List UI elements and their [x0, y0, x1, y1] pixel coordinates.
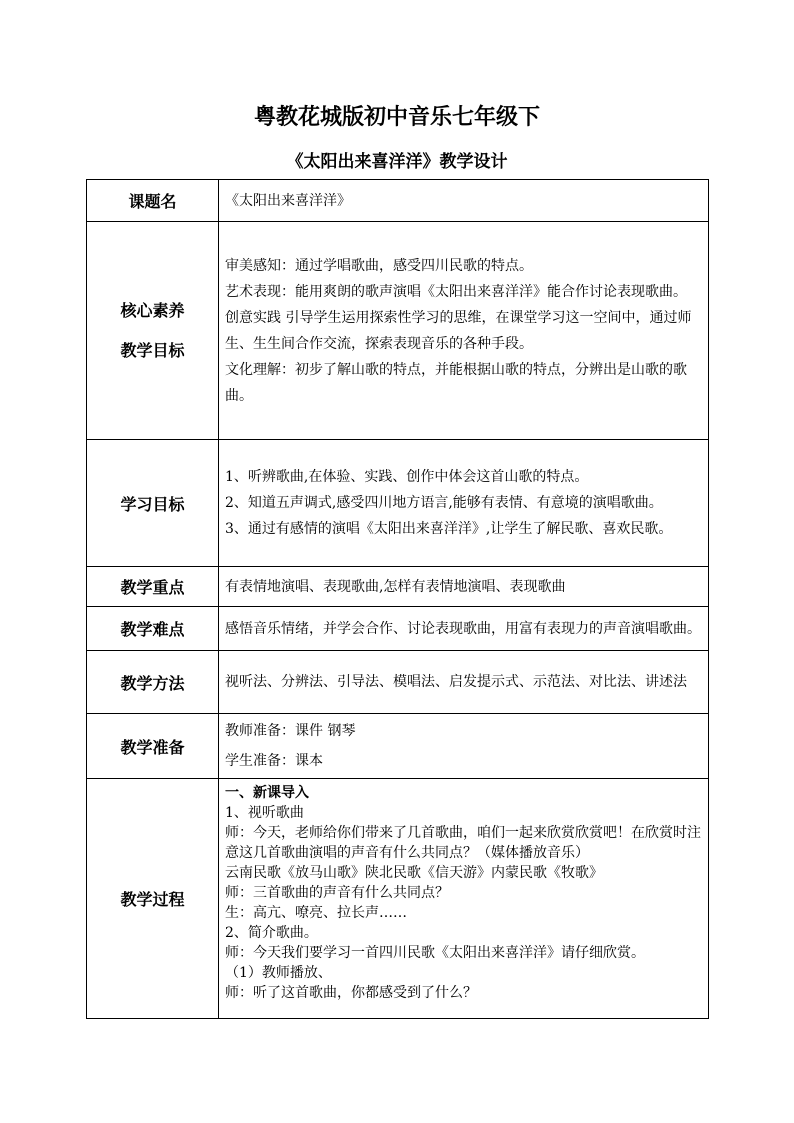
- process-line: 师：今天我们要学习一首四川民歌《太阳出来喜洋洋》请仔细欣赏。: [225, 945, 645, 961]
- label-topic: 课题名: [87, 180, 219, 222]
- process-line: 2、简介歌曲。: [225, 925, 318, 941]
- row-key-points: [87, 567, 709, 607]
- label-core-goals: [87, 222, 219, 440]
- document-title: 粤教花城版初中音乐七年级下: [253, 104, 540, 130]
- objective-3: 3、通过有感情的演唱《太阳出来喜洋洋》,让学生了解民歌、喜欢民歌。: [225, 521, 673, 537]
- process-line: 师：三首歌曲的声音有什么共同点？: [225, 885, 449, 901]
- content-topic: 《太阳出来喜洋洋》: [219, 180, 709, 222]
- label-preparation: 教学准备: [87, 714, 219, 779]
- process-line: 生：高亢、嘹亮、拉长声……: [225, 905, 407, 921]
- process-line: （1）教师播放、: [225, 965, 332, 981]
- objective-1: 1、听辨歌曲,在体验、实践、创作中体会这首山歌的特点。: [225, 469, 589, 485]
- process-line: 1、视听歌曲: [225, 805, 304, 821]
- row-difficulties: [87, 607, 709, 651]
- content-methods: 视听法、分辨法、引导法、模唱法、启发提示式、示范法、对比法、讲述法: [219, 651, 709, 714]
- prep-teacher: 教师准备：课件 钢琴: [225, 723, 356, 739]
- prep-student: 学生准备：课本: [225, 753, 323, 769]
- label-difficulties: 教学难点: [87, 607, 219, 651]
- content-key-points: 有表情地演唱、表现歌曲,怎样有表情地演唱、表现歌曲: [219, 567, 709, 607]
- content-difficulties: 感悟音乐情绪，并学会合作、讨论表现歌曲，用富有表现力的声音演唱歌曲。: [219, 607, 709, 651]
- core-goal-creative: 创意实践 引导学生运用探索性学习的思维，在课堂学习这一空间中，通过师生、生生间合作交流，探索表现音乐的各种手段。: [225, 309, 692, 352]
- content-preparation: [219, 714, 709, 779]
- row-objectives: [87, 440, 709, 567]
- process-line: 云南民歌《放马山歌》陕北民歌《信天游》内蒙民歌《牧歌》: [225, 865, 603, 881]
- objective-2: 2、知道五声调式,感受四川地方语言,能够有表情、有意境的演唱歌曲。: [225, 495, 663, 511]
- label-core-line1: 核心素养: [120, 300, 185, 320]
- row-process: [87, 779, 709, 1019]
- label-objectives: 学习目标: [87, 440, 219, 567]
- content-process: [219, 779, 709, 1019]
- lesson-plan-table: [86, 179, 709, 1019]
- content-core-goals: [219, 222, 709, 440]
- core-goal-aesthetic: 审美感知：通过学唱歌曲，感受四川民歌的特点。: [225, 257, 533, 274]
- process-heading: 一、新课导入: [225, 785, 309, 801]
- label-core-line2: 教学目标: [120, 340, 185, 360]
- label-process: 教学过程: [87, 779, 219, 1019]
- row-core-goals: [87, 222, 709, 440]
- core-goal-expression: 艺术表现：能用爽朗的歌声演唱《太阳出来喜洋洋》能合作讨论表现歌曲。: [225, 283, 687, 300]
- document-subtitle: 《太阳出来喜洋洋》教学设计: [286, 152, 508, 172]
- row-methods: [87, 651, 709, 714]
- process-line: 师：今天，老师给你们带来了几首歌曲，咱们一起来欣赏欣赏吧！在欣赏时注意这几首歌曲演唱的声音有什么共同点？（媒体播放音乐）: [225, 825, 701, 861]
- core-goal-culture: 文化理解：初步了解山歌的特点，并能根据山歌的特点，分辨出是山歌的歌曲。: [225, 361, 687, 404]
- label-methods: 教学方法: [87, 651, 219, 714]
- process-line: 师：听了这首歌曲，你都感受到了什么？: [225, 985, 477, 1001]
- label-key-points: 教学重点: [87, 567, 219, 607]
- row-preparation: [87, 714, 709, 779]
- row-topic: [87, 180, 709, 222]
- content-objectives: [219, 440, 709, 567]
